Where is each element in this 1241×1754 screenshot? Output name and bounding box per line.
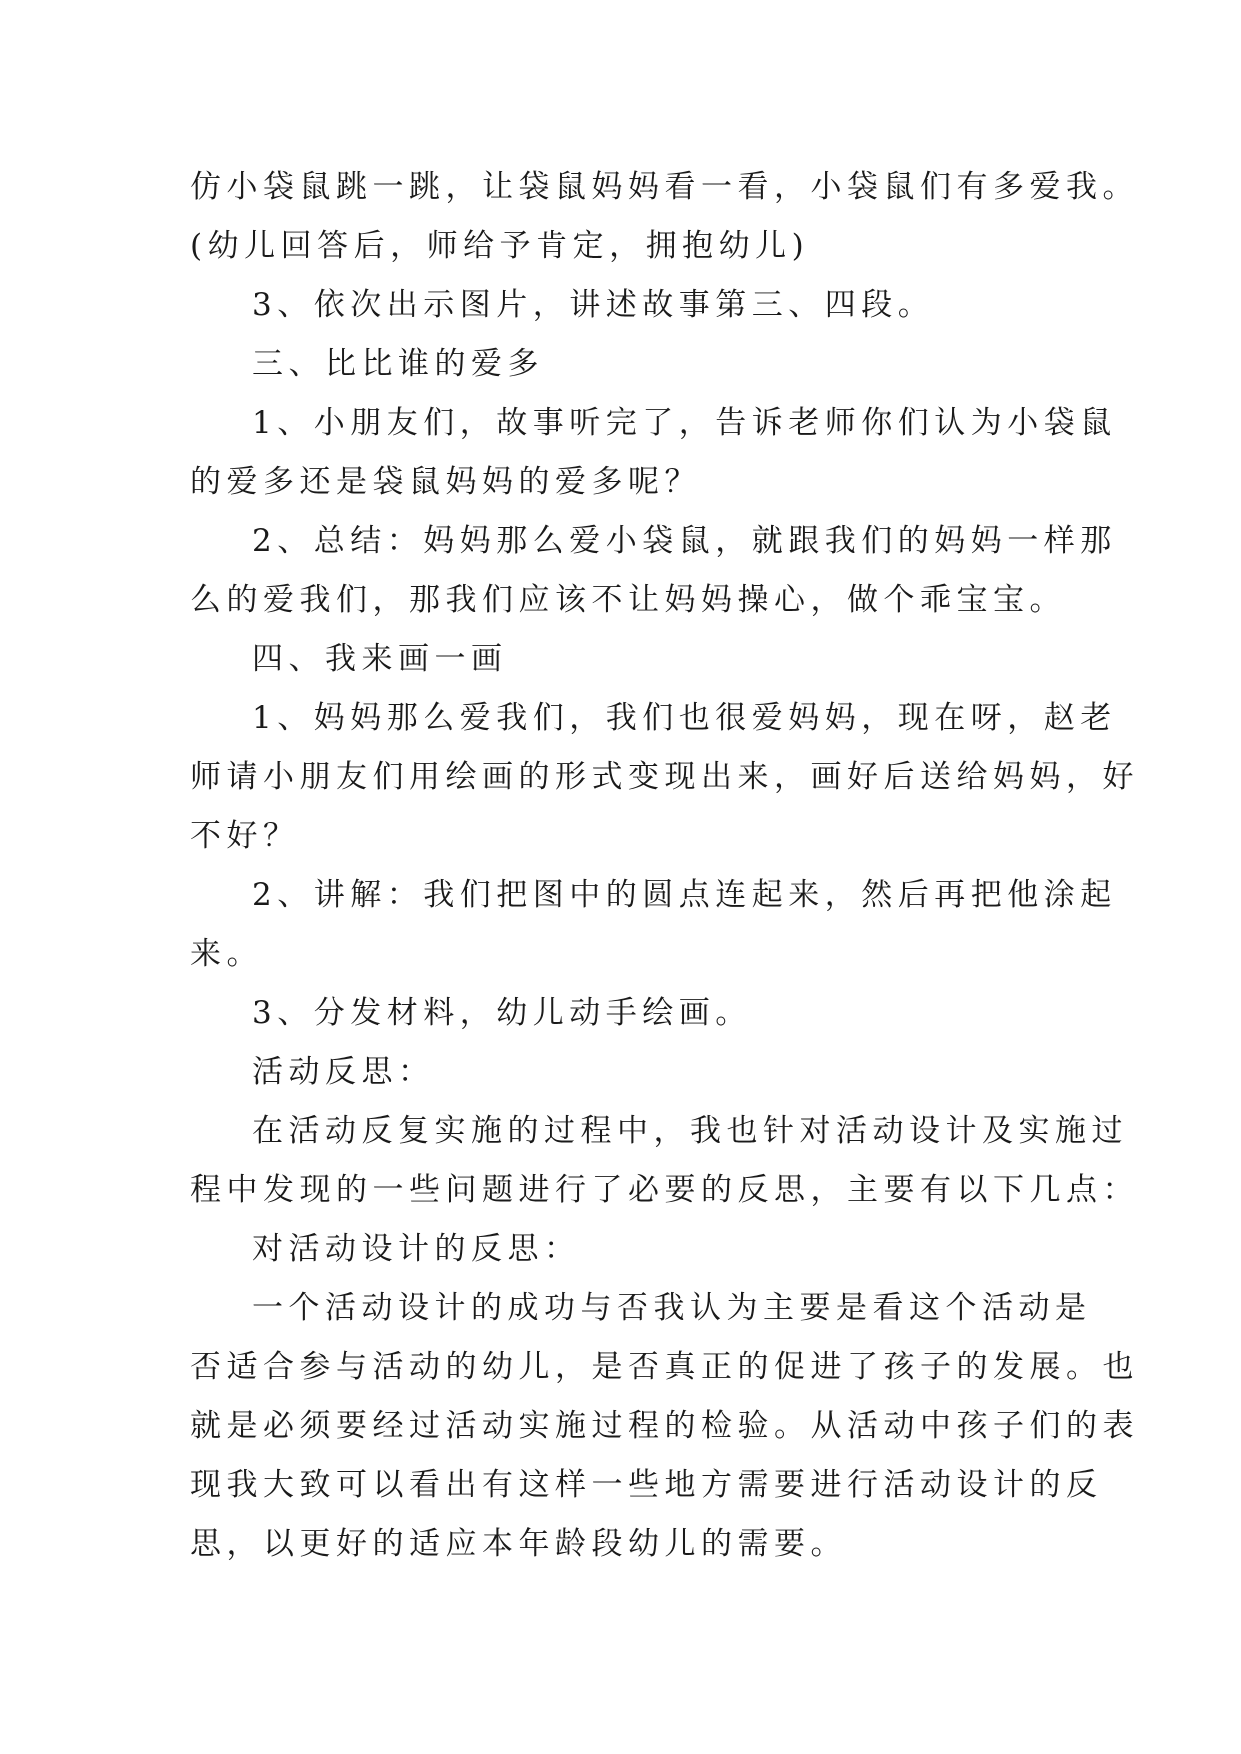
section-heading: 三、比比谁的爱多 — [252, 346, 544, 382]
text-line: 不好？ — [190, 818, 300, 854]
text-line: 思，以更好的适应本年龄段幼儿的需要。 — [190, 1526, 847, 1562]
text-line: 3、依次出示图片，讲述故事第三、四段。 — [252, 287, 935, 323]
section-heading: 活动反思： — [252, 1054, 435, 1090]
text-line: 来。 — [190, 936, 263, 972]
text-line: 在活动反复实施的过程中，我也针对活动设计及实施过 — [252, 1113, 1128, 1149]
text-line: 程中发现的一些问题进行了必要的反思，主要有以下几点： — [190, 1172, 1139, 1208]
section-heading: 四、我来画一画 — [252, 641, 508, 677]
text-line: 否适合参与活动的幼儿，是否真正的促进了孩子的发展。也 — [190, 1349, 1139, 1385]
text-line: 3、分发材料，幼儿动手绘画。 — [252, 995, 752, 1031]
text-line: 么的爱我们，那我们应该不让妈妈操心，做个乖宝宝。 — [190, 582, 1066, 618]
text-line: (幼儿回答后，师给予肯定，拥抱幼儿) — [190, 228, 810, 264]
text-line: 1、小朋友们，故事听完了，告诉老师你们认为小袋鼠 — [252, 405, 1117, 441]
text-line: 2、讲解：我们把图中的圆点连起来，然后再把他涂起 — [252, 877, 1117, 913]
section-heading: 对活动设计的反思： — [252, 1231, 581, 1267]
text-line: 师请小朋友们用绘画的形式变现出来，画好后送给妈妈，好 — [190, 759, 1139, 795]
text-line: 现我大致可以看出有这样一些地方需要进行活动设计的反 — [190, 1467, 1103, 1503]
text-line: 1、妈妈那么爱我们，我们也很爱妈妈，现在呀，赵老 — [252, 700, 1117, 736]
text-line: 2、总结：妈妈那么爱小袋鼠，就跟我们的妈妈一样那 — [252, 523, 1117, 559]
text-line: 仿小袋鼠跳一跳，让袋鼠妈妈看一看，小袋鼠们有多爱我。 — [190, 169, 1139, 205]
text-line: 一个活动设计的成功与否我认为主要是看这个活动是 — [252, 1290, 1092, 1326]
text-line: 的爱多还是袋鼠妈妈的爱多呢？ — [190, 464, 701, 500]
document-page — [190, 158, 1139, 1574]
text-line: 就是必须要经过活动实施过程的检验。从活动中孩子们的表 — [190, 1408, 1139, 1444]
